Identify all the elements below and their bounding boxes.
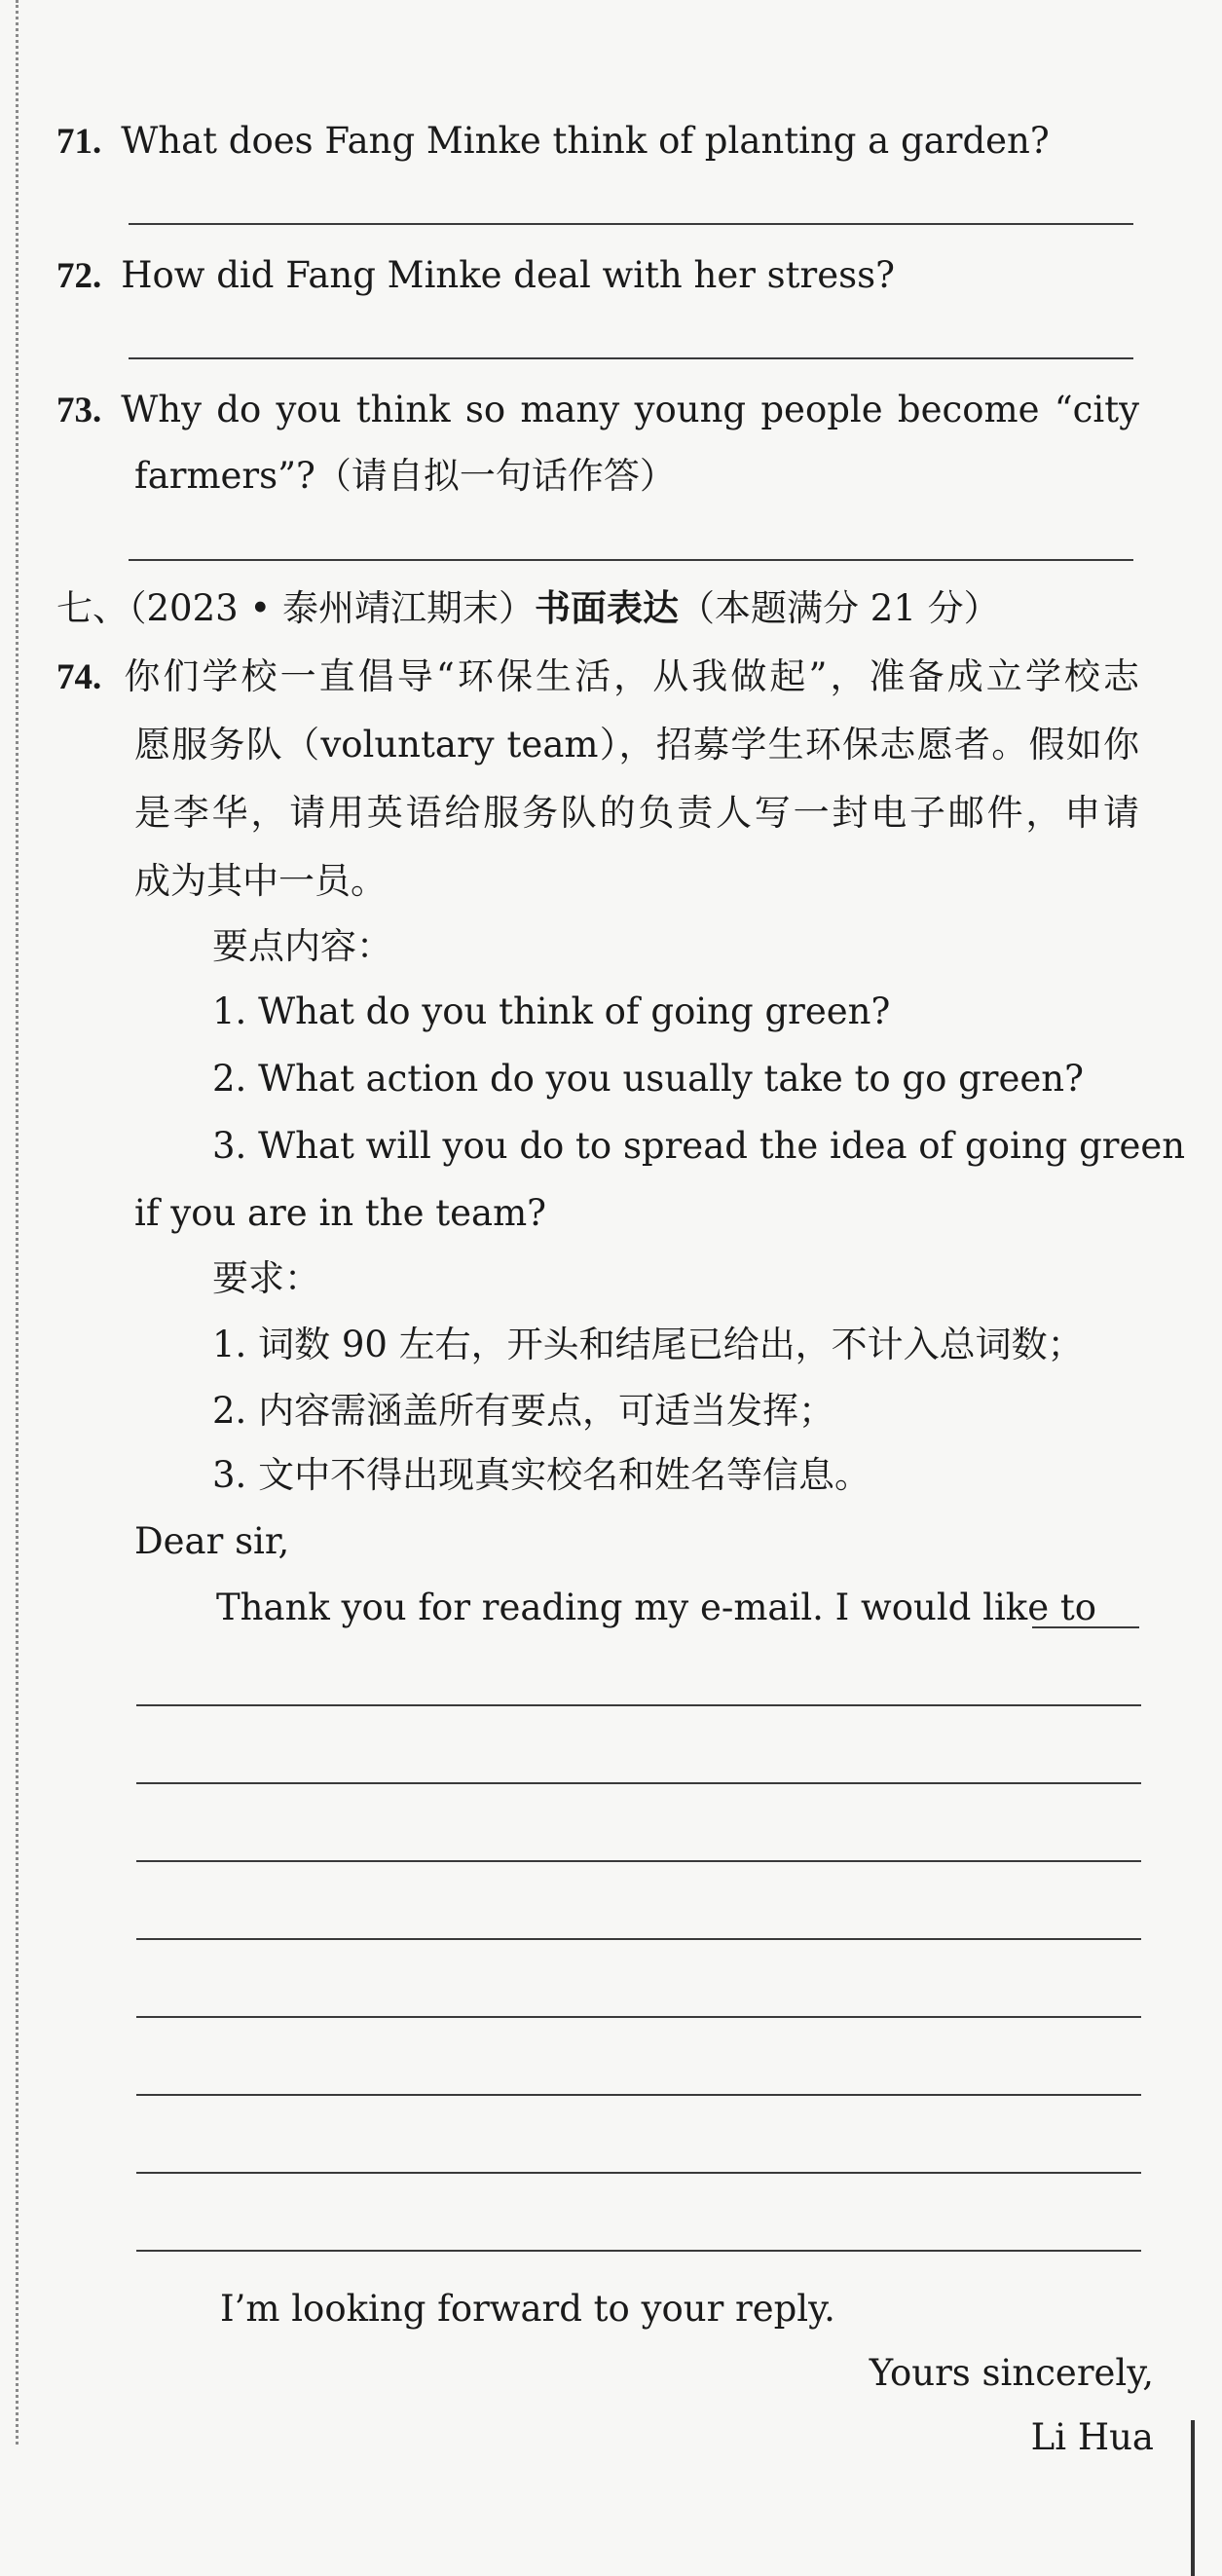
writing-line[interactable]: [136, 2016, 1141, 2018]
writing-line[interactable]: [136, 2094, 1141, 2096]
requirement-item: 2. 内容需涵盖所有要点，可适当发挥；: [212, 1390, 835, 1432]
question-text-line1: Why do you think so many young people become “city: [121, 389, 1139, 430]
prompt-line: 你们学校一直倡导“环保生活，从我做起”，准备成立学校志: [121, 655, 1139, 697]
section-suffix: （本题满分 21 分）: [679, 587, 1000, 629]
answer-line-72[interactable]: [129, 357, 1133, 359]
writing-line[interactable]: [136, 1938, 1141, 1940]
section-title: 书面表达: [535, 586, 680, 629]
letter-signoff: Yours sincerely,: [869, 2352, 1154, 2394]
point-item: 2. What action do you usually take to go green?: [212, 1058, 1084, 1100]
letter-closing: I’m looking forward to your reply.: [220, 2288, 835, 2330]
question-number: 73.: [56, 391, 102, 430]
writing-line[interactable]: [136, 1860, 1141, 1862]
writing-line[interactable]: [1032, 1626, 1139, 1628]
question-72: [56, 254, 895, 296]
question-71: [56, 120, 1050, 162]
section-prefix: 七、（2023 • 泰州靖江期末）: [56, 587, 536, 629]
question-73-cont: farmers”?（请自拟一句话作答）: [134, 455, 676, 497]
section-heading: [56, 586, 1000, 629]
answer-line-73[interactable]: [129, 559, 1133, 561]
writing-line[interactable]: [136, 2172, 1141, 2174]
prompt-line: 是李华，请用英语给服务队的负责人写一封电子邮件，申请: [134, 792, 1139, 834]
letter-greeting: Dear sir,: [134, 1520, 290, 1562]
question-number: 74.: [56, 657, 102, 697]
writing-line[interactable]: [136, 1782, 1141, 1784]
writing-line[interactable]: [136, 1704, 1141, 1706]
question-73: [56, 389, 1139, 430]
answer-line-71[interactable]: [129, 223, 1133, 225]
point-item-cont: if you are in the team?: [134, 1192, 546, 1234]
requirement-item: 1. 词数 90 左右，开头和结尾已给出，不计入总词数；: [212, 1324, 1084, 1365]
prompt-line: 成为其中一员。: [134, 860, 387, 902]
points-label: 要点内容：: [212, 925, 392, 967]
binding-margin: [16, 0, 19, 2445]
letter-name: Li Hua: [1030, 2416, 1154, 2458]
point-item: 3. What will you do to spread the idea of going green: [212, 1125, 1186, 1167]
page-edge-mark: [1191, 2420, 1195, 2576]
requirements-label: 要求：: [212, 1257, 320, 1299]
requirement-item: 3. 文中不得出现真实校名和姓名等信息。: [212, 1454, 871, 1496]
question-text: How did Fang Minke deal with her stress?: [121, 254, 895, 296]
question-number: 72.: [56, 256, 102, 296]
question-number: 71.: [56, 122, 102, 162]
prompt-line: 愿服务队（voluntary team），招募学生环保志愿者。假如你: [134, 724, 1139, 765]
letter-opening: Thank you for reading my e-mail. I would like to: [216, 1587, 1097, 1628]
question-text: What does Fang Minke think of planting a garden?: [121, 120, 1050, 162]
writing-line[interactable]: [136, 2250, 1141, 2252]
point-item: 1. What do you think of going green?: [212, 990, 891, 1032]
question-74-line1: [56, 655, 1139, 697]
